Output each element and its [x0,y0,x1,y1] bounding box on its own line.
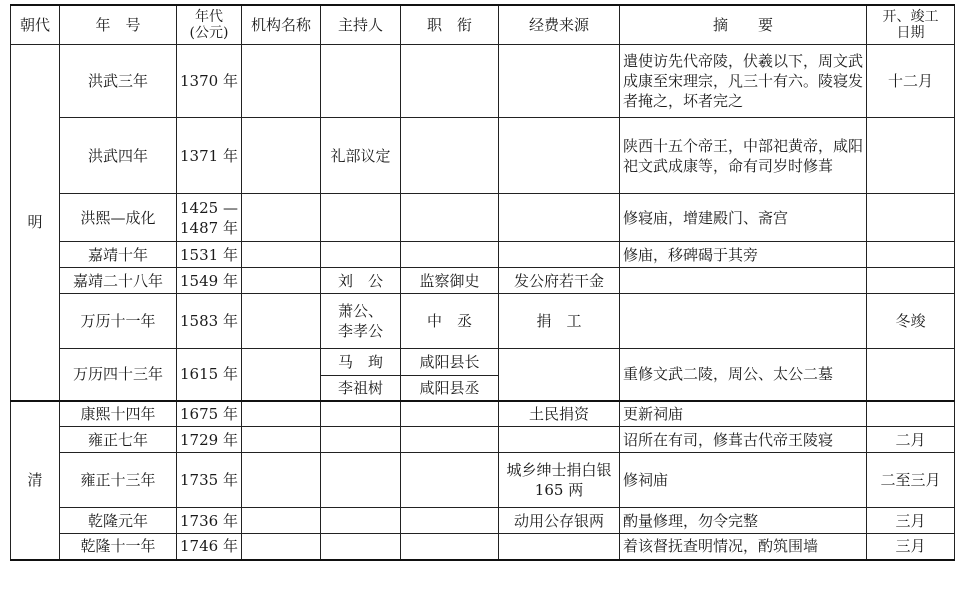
post-cell [401,194,499,242]
funding-cell: 土民捐资 [499,401,620,427]
reign-cell: 雍正七年 [60,427,177,453]
summary-cell: 重修文武二陵，周公、太公二墓 [620,349,867,401]
org-cell [242,294,321,349]
header-year [177,5,242,45]
post-cell [401,401,499,427]
header-funding: 经费来源 [499,5,620,45]
summary-cell: 酌量修理，勿令完整 [620,508,867,534]
host-cell [321,242,401,268]
post-cell [401,508,499,534]
dates-cell [867,349,955,401]
header-org: 机构名称 [242,5,321,45]
reign-cell: 嘉靖二十八年 [60,268,177,294]
table-row [11,118,955,194]
table-row [11,268,955,294]
table-row [11,294,955,349]
host-cell: 李祖树 [321,376,401,401]
year-range-end: 1487 年 [180,218,238,237]
header-summary: 摘 要 [620,5,867,45]
host-cell: 马 珣 [321,349,401,376]
host-cell [321,427,401,453]
dates-cell [867,194,955,242]
header-row [11,5,955,45]
funding-cell [499,427,620,453]
org-cell [242,427,321,453]
header-post: 职 衔 [401,5,499,45]
funding-cell [499,194,620,242]
header-dates-line2: 日期 [896,25,925,41]
post-cell [401,118,499,194]
funding-cell [499,118,620,194]
dates-cell: 三月 [867,534,955,560]
host-cell [321,508,401,534]
host-cell: 礼部议定 [321,118,401,194]
header-year-line2: (公元) [189,25,229,41]
dates-cell: 二至三月 [867,453,955,508]
dates-cell: 三月 [867,508,955,534]
dynasty-cell-qing: 清 [11,401,60,560]
post-cell: 监察御史 [401,268,499,294]
table-row [11,242,955,268]
host-cell [321,45,401,118]
dates-cell [867,242,955,268]
summary-cell: 诏所在有司，修葺古代帝王陵寝 [620,427,867,453]
summary-cell: 着该督抚查明情况，酌筑围墙 [620,534,867,560]
reign-cell: 洪武三年 [60,45,177,118]
table-row [11,401,955,427]
host-cell [321,294,401,349]
org-cell [242,242,321,268]
year-cell: 1615 年 [177,349,242,401]
dates-cell [867,401,955,427]
reign-cell: 雍正十三年 [60,453,177,508]
header-host: 主持人 [321,5,401,45]
host-cell: 刘 公 [321,268,401,294]
post-cell: 咸阳县丞 [401,376,499,401]
table-row [11,453,955,508]
funding-cell: 捐 工 [499,294,620,349]
reign-cell: 康熙十四年 [60,401,177,427]
dates-cell: 二月 [867,427,955,453]
post-cell: 中 丞 [401,294,499,349]
summary-cell: 更新祠庙 [620,401,867,427]
org-cell [242,453,321,508]
org-cell [242,45,321,118]
year-cell: 1531 年 [177,242,242,268]
host-cell [321,401,401,427]
table-row [11,427,955,453]
year-cell: 1371 年 [177,118,242,194]
post-cell [401,534,499,560]
funding-cell: 发公府若干金 [499,268,620,294]
post-cell [401,242,499,268]
table-row [11,349,955,376]
reign-cell: 万历四十三年 [60,349,177,401]
reign-cell: 万历十一年 [60,294,177,349]
post-cell: 咸阳县长 [401,349,499,376]
dates-cell [867,268,955,294]
post-cell [401,453,499,508]
summary-cell [620,294,867,349]
repair-records-table-container [10,4,955,561]
summary-cell: 修寝庙，增建殿门、斋宫 [620,194,867,242]
post-cell [401,45,499,118]
summary-cell: 陕西十五个帝王，中部祀黄帝，咸阳祀文武成康等，命有司岁时修葺 [620,118,867,194]
year-cell: 1549 年 [177,268,242,294]
summary-cell: 修庙，移碑碣于其旁 [620,242,867,268]
year-cell: 1675 年 [177,401,242,427]
funding-cell [499,242,620,268]
host-name-2: 李孝公 [337,322,383,340]
org-cell [242,508,321,534]
year-range-start: 1425 — [180,198,238,217]
header-year-line1: 年代 [195,9,223,25]
header-reign: 年 号 [60,5,177,45]
year-cell [177,194,242,242]
reign-cell: 洪武四年 [60,118,177,194]
host-cell [321,453,401,508]
post-cell [401,427,499,453]
funding-cell [499,45,620,118]
dates-cell: 冬竣 [867,294,955,349]
repair-records-table [10,4,955,561]
org-cell [242,401,321,427]
header-dynasty: 朝代 [11,5,60,45]
header-dates-line1: 开、竣工 [882,9,939,25]
reign-cell: 洪熙—成化 [60,194,177,242]
funding-cell: 动用公存银两 [499,508,620,534]
reign-cell: 乾隆十一年 [60,534,177,560]
year-cell: 1735 年 [177,453,242,508]
summary-cell: 修祠庙 [620,453,867,508]
funding-cell [499,349,620,401]
year-cell: 1583 年 [177,294,242,349]
host-cell [321,534,401,560]
reign-cell: 乾隆元年 [60,508,177,534]
year-cell: 1746 年 [177,534,242,560]
host-name-1: 萧公、 [337,302,383,320]
org-cell [242,534,321,560]
org-cell [242,349,321,401]
funding-cell: 城乡绅士捐白银 165 两 [499,453,620,508]
org-cell [242,268,321,294]
host-cell [321,194,401,242]
table-row [11,534,955,560]
dates-cell: 十二月 [867,45,955,118]
org-cell [242,118,321,194]
year-cell: 1736 年 [177,508,242,534]
reign-cell: 嘉靖十年 [60,242,177,268]
summary-cell: 遣使访先代帝陵，伏羲以下，周文武成康至宋理宗，凡三十有六。陵寝发者掩之，坏者完之 [620,45,867,118]
org-cell [242,194,321,242]
table-row [11,194,955,242]
year-cell: 1729 年 [177,427,242,453]
dates-cell [867,118,955,194]
dynasty-cell-ming: 明 [11,45,60,401]
year-cell: 1370 年 [177,45,242,118]
table-row [11,508,955,534]
funding-cell [499,534,620,560]
table-row [11,45,955,118]
header-dates [867,5,955,45]
summary-cell [620,268,867,294]
